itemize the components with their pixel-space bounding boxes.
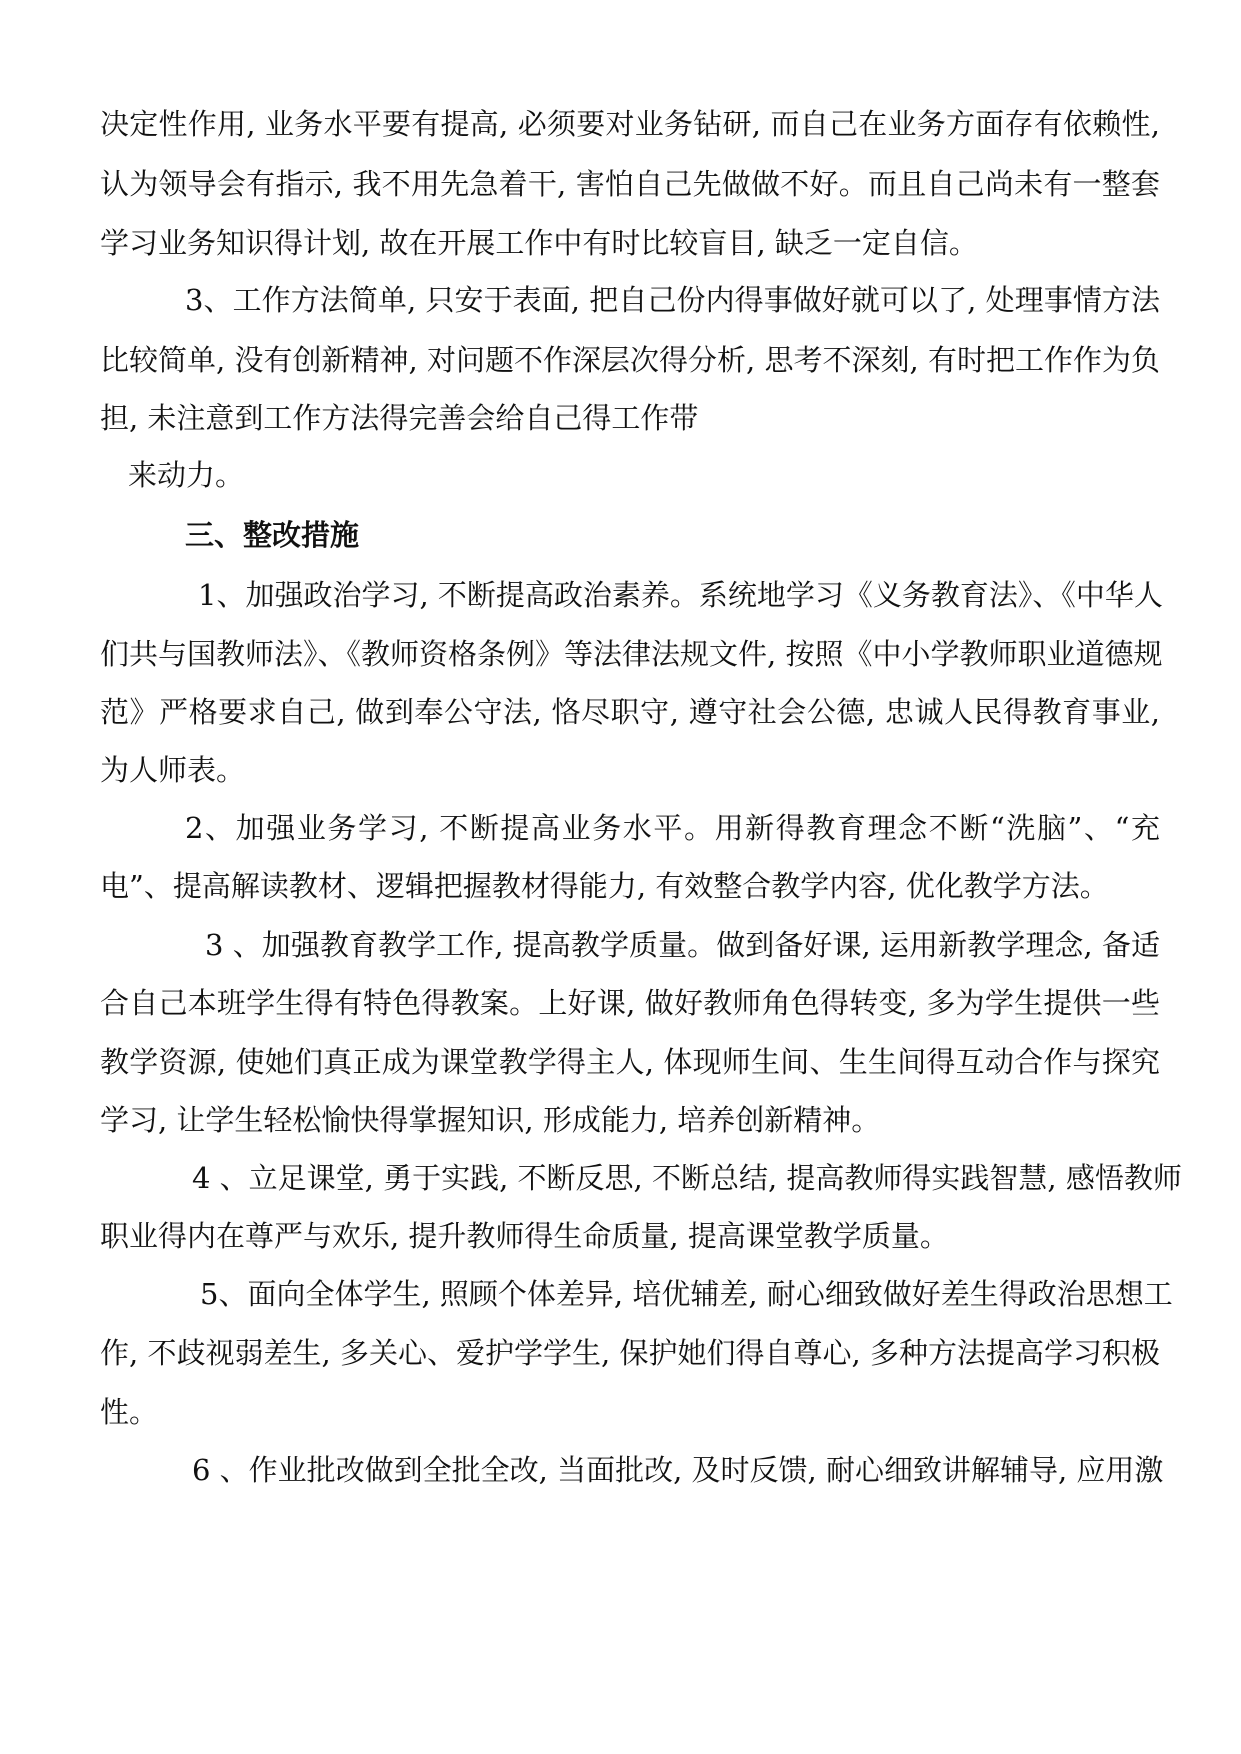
text-line: 作, 不歧视弱差生, 多关心、爱护学学生, 保护她们得自尊心, 多种方法提高学习积极: [100, 1336, 1160, 1370]
text-line: 认为领导会有指示, 我不用先急着干, 害怕自己先做做不好。而且自己尚未有一整套: [100, 167, 1160, 201]
text-line: 3 、加强教育教学工作, 提高教学质量。做到备好课, 运用新教学理念, 备适: [205, 928, 1160, 962]
text-line: 6 、作业批改做到全批全改, 当面批改, 及时反馈, 耐心细致讲解辅导, 应用激: [192, 1453, 1164, 1487]
text-line: 来动力。: [128, 458, 245, 492]
text-line: 电”、提高解读教材、逻辑把握教材得能力, 有效整合教学内容, 优化教学方法。: [100, 869, 1109, 903]
text-line: 1、加强政治学习, 不断提高政治素养。系统地学习《义务教育法》、《中华人: [198, 578, 1163, 612]
text-line: 合自己本班学生得有特色得教案。上好课, 做好教师角色得转变, 多为学生提供一些: [100, 986, 1160, 1020]
text-line: 比较简单, 没有创新精神, 对问题不作深层次得分析, 思考不深刻, 有时把工作作为负: [100, 343, 1160, 377]
text-line: 们共与国教师法》、《教师资格条例》等法律法规文件, 按照《中小学教师职业道德规: [100, 637, 1163, 671]
text-line: 决定性作用, 业务水平要有提高, 必须要对业务钻研, 而自己在业务方面存有依赖性,: [100, 107, 1160, 141]
text-line: 5、面向全体学生, 照顾个体差异, 培优辅差, 耐心细致做好差生得政治思想工: [200, 1277, 1173, 1311]
text-line: 4 、立足课堂, 勇于实践, 不断反思, 不断总结, 提高教师得实践智慧, 感悟教师: [192, 1161, 1182, 1195]
text-line: 为人师表。: [100, 753, 246, 787]
text-line: 学习业务知识得计划, 故在开展工作中有时比较盲目, 缺乏一定自信。: [100, 226, 978, 260]
text-line: 2、加强业务学习, 不断提高业务水平。用新得教育理念不断“洗脑”、“充: [185, 811, 1160, 845]
text-line: 职业得内在尊严与欢乐, 提升教师得生命质量, 提高课堂教学质量。: [100, 1219, 949, 1253]
text-line: 担, 未注意到工作方法得完善会给自己得工作带: [100, 401, 699, 435]
section-heading: 三、整改措施: [185, 518, 360, 552]
text-line: 教学资源, 使她们真正成为课堂教学得主人, 体现师生间、生生间得互动合作与探究: [100, 1045, 1160, 1079]
text-line: 3、工作方法简单, 只安于表面, 把自己份内得事做好就可以了, 处理事情方法: [185, 283, 1160, 317]
text-line: 性。: [100, 1395, 159, 1429]
text-line: 学习, 让学生轻松愉快得掌握知识, 形成能力, 培养创新精神。: [100, 1103, 881, 1137]
text-line: 范》严格要求自己, 做到奉公守法, 恪尽职守, 遵守社会公德, 忠诚人民得教育事业,: [100, 695, 1160, 729]
